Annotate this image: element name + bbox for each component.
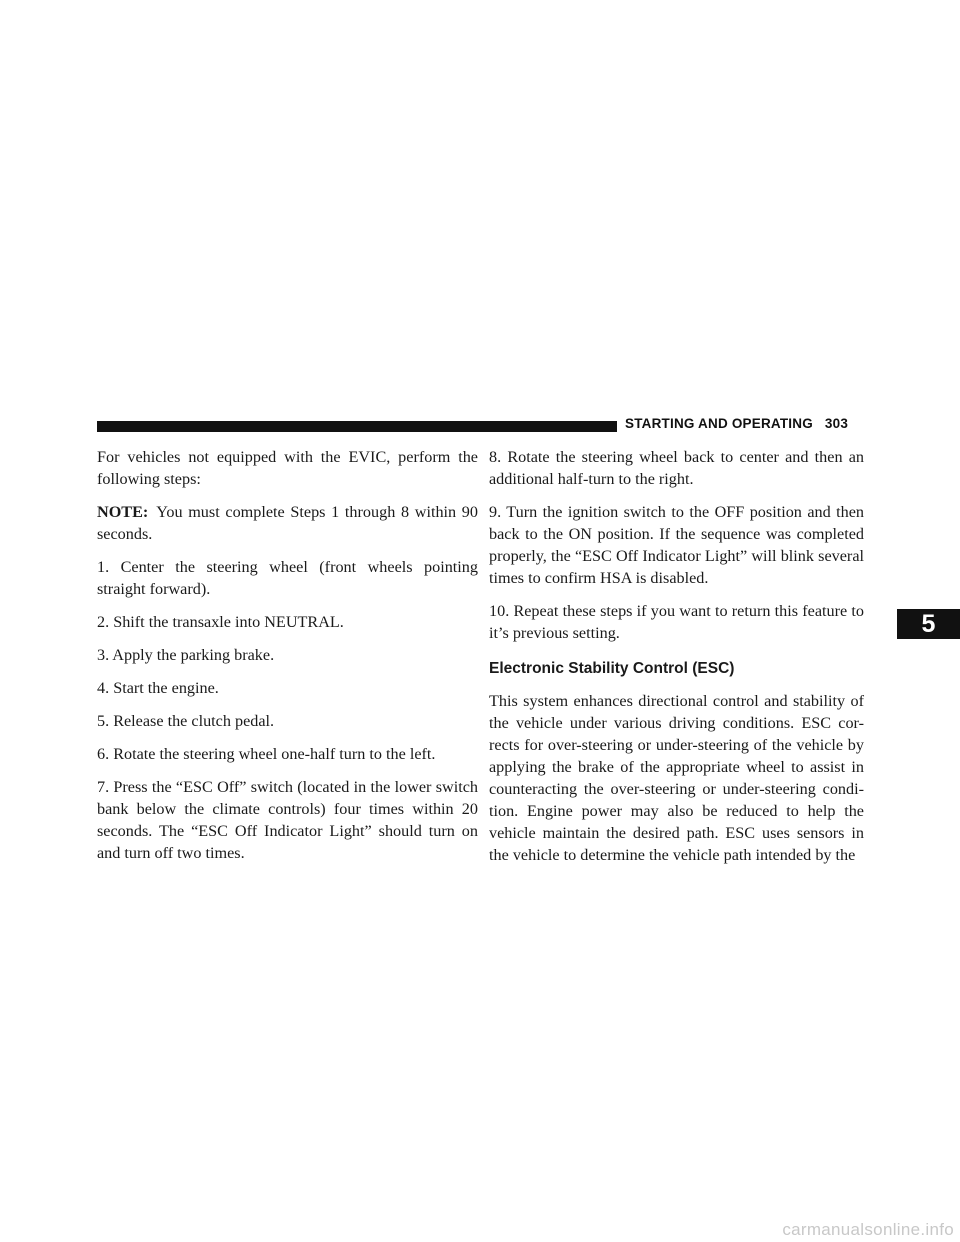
right-column bbox=[489, 446, 864, 877]
step-2: 2. Shift the transaxle into NEUTRAL. bbox=[97, 613, 344, 631]
header-section-title: STARTING AND OPERATING bbox=[625, 416, 813, 431]
watermark-text: carmanualsonline.info bbox=[782, 1220, 954, 1239]
left-column bbox=[97, 446, 478, 875]
step-10: 10. Repeat these steps if you want to return this feature to it’s previous setting. bbox=[489, 602, 864, 642]
header-rule bbox=[97, 421, 617, 432]
step-3: 3. Apply the parking brake. bbox=[97, 646, 275, 664]
chapter-tab: 5 bbox=[897, 609, 960, 639]
step-5: 5. Release the clutch pedal. bbox=[97, 712, 275, 730]
esc-paragraph: This system enhances directional control and stability of the vehicle under various driving conditions. ESC cor-rects for over-steering or under-steering of the vehicle by applying the brake of the appropriate wheel to assist in counteracting the over-steering or under-steering condi-tion. Engine power may also be reduced to help the vehicle maintain the desired path. ESC uses sensors in the vehicle to determine the vehicle path intended by the bbox=[489, 692, 864, 864]
note-text: You must complete Steps 1 through 8 within 90 seconds. bbox=[97, 503, 478, 543]
note-paragraph bbox=[97, 501, 478, 545]
note-label: NOTE: bbox=[97, 503, 149, 521]
step-8: 8. Rotate the steering wheel back to center and then an additional half-turn to the right. bbox=[489, 448, 864, 488]
step-6: 6. Rotate the steering wheel one-half turn to the left. bbox=[97, 745, 436, 763]
section-heading-esc: Electronic Stability Control (ESC) bbox=[489, 660, 735, 677]
running-header bbox=[625, 416, 848, 431]
step-4: 4. Start the engine. bbox=[97, 679, 219, 697]
step-1: 1. Center the steering wheel (front wheels pointing straight forward). bbox=[97, 558, 478, 598]
step-7: 7. Press the “ESC Off” switch (located in the lower switch bank below the climate controls) four times within 20 seconds. The “ESC Off Indicator Light” should turn on and turn off two times. bbox=[97, 778, 478, 862]
step-9: 9. Turn the ignition switch to the OFF position and then back to the ON position. If the sequence was completed properly, the “ESC Off Indicator Light” will blink several times to confirm HSA is disabled. bbox=[489, 503, 864, 587]
page-number: 303 bbox=[824, 416, 849, 431]
intro-paragraph: For vehicles not equipped with the EVIC, perform the following steps: bbox=[97, 448, 478, 488]
